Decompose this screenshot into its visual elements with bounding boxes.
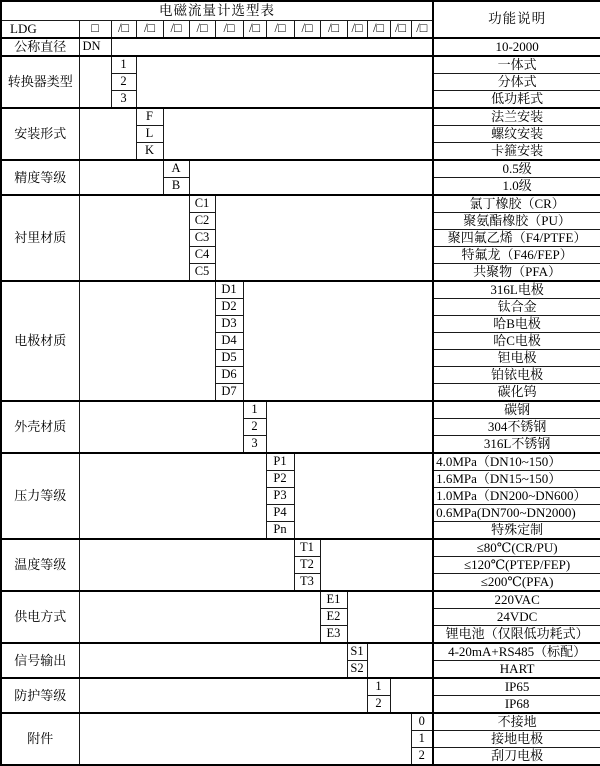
code-cell: T3 <box>294 574 320 592</box>
description-cell: 一体式 <box>433 56 600 74</box>
code-cell: Pn <box>266 522 294 540</box>
description-cell: ≤120℃(PTEP/FEP) <box>433 557 600 574</box>
category-label: 精度等级 <box>1 160 79 195</box>
model-code-slot: /□ <box>347 21 367 39</box>
description-cell: 不接地 <box>433 713 600 731</box>
model-code-slot: /□ <box>136 21 163 39</box>
code-cell: D5 <box>215 350 243 367</box>
category-label: 防护等级 <box>1 678 79 713</box>
code-cell: 1 <box>411 731 433 748</box>
spacer-right <box>243 281 433 401</box>
description-cell: 碳钢 <box>433 401 600 419</box>
code-cell: C4 <box>189 247 215 264</box>
category-label: 压力等级 <box>1 453 79 539</box>
category-label: 温度等级 <box>1 539 79 591</box>
description-cell: 卡箍安装 <box>433 143 600 161</box>
code-cell: 3 <box>111 91 136 109</box>
spacer-right <box>215 195 433 281</box>
description-cell: 哈B电极 <box>433 316 600 333</box>
code-cell: 3 <box>243 436 266 454</box>
spacer-right <box>294 453 433 539</box>
description-cell: 刮刀电极 <box>433 748 600 766</box>
model-code-slot: /□ <box>189 21 215 39</box>
description-cell: 24VDC <box>433 609 600 626</box>
description-cell: 钽电极 <box>433 350 600 367</box>
category-label: 电极材质 <box>1 281 79 401</box>
description-cell: 法兰安装 <box>433 108 600 126</box>
description-cell: 304不锈钢 <box>433 419 600 436</box>
description-cell: 低功耗式 <box>433 91 600 109</box>
description-cell: 0.6MPa(DN700~DN2000) <box>433 505 600 522</box>
description-cell: 铂铱电极 <box>433 367 600 384</box>
code-cell: 2 <box>111 74 136 91</box>
code-cell: P3 <box>266 488 294 505</box>
model-code-box: □ <box>79 21 111 39</box>
description-cell: 1.0级 <box>433 178 600 196</box>
description-cell: 特殊定制 <box>433 522 600 540</box>
function-column-header: 功能说明 <box>433 1 600 38</box>
description-cell: 聚氨酯橡胶（PU） <box>433 213 600 230</box>
code-cell: E1 <box>320 591 347 609</box>
description-cell: 螺纹安装 <box>433 126 600 143</box>
code-cell: K <box>136 143 163 161</box>
spacer-left <box>79 643 347 678</box>
spacer-left <box>79 160 163 195</box>
code-cell: C5 <box>189 264 215 282</box>
model-code-slot: /□ <box>111 21 136 39</box>
code-cell: E3 <box>320 626 347 644</box>
code-cell: B <box>163 178 189 196</box>
spacer-right <box>136 56 433 108</box>
category-label: 附件 <box>1 713 79 765</box>
code-cell: D2 <box>215 299 243 316</box>
category-label: 公称直径 <box>1 38 79 56</box>
code-cell: D3 <box>215 316 243 333</box>
description-cell: ≤200℃(PFA) <box>433 574 600 592</box>
spacer-left <box>79 401 243 453</box>
description-cell: 4-20mA+RS485（标配） <box>433 643 600 661</box>
code-cell: P4 <box>266 505 294 522</box>
code-cell: D1 <box>215 281 243 299</box>
spacer-left <box>79 195 189 281</box>
description-cell: 共聚物（PFA） <box>433 264 600 282</box>
model-code-slot: /□ <box>390 21 411 39</box>
description-cell: HART <box>433 661 600 679</box>
description-cell: 特氟龙（F46/FEP） <box>433 247 600 264</box>
description-cell: ≤80℃(CR/PU) <box>433 539 600 557</box>
description-cell: 10-2000 <box>433 38 600 56</box>
model-code-slot: /□ <box>163 21 189 39</box>
spacer-left <box>79 678 367 713</box>
code-cell: DN <box>79 38 111 56</box>
spacer-left <box>79 591 320 643</box>
spacer-left <box>79 713 411 765</box>
description-cell: 氯丁橡胶（CR） <box>433 195 600 213</box>
code-cell: C2 <box>189 213 215 230</box>
spacer-right <box>320 539 433 591</box>
code-cell: D7 <box>215 384 243 402</box>
code-cell: C3 <box>189 230 215 247</box>
code-cell: T2 <box>294 557 320 574</box>
description-cell: 接地电极 <box>433 731 600 748</box>
description-cell: 碳化钨 <box>433 384 600 402</box>
model-code-slot: /□ <box>266 21 294 39</box>
model-code-slot: /□ <box>243 21 266 39</box>
description-cell: IP68 <box>433 696 600 714</box>
code-cell: T1 <box>294 539 320 557</box>
model-code-slot: /□ <box>411 21 433 39</box>
code-cell: D6 <box>215 367 243 384</box>
spacer-right <box>266 401 433 453</box>
selection-table-body <box>1 1 600 765</box>
description-cell: 哈C电极 <box>433 333 600 350</box>
spacer-right <box>163 108 433 160</box>
category-label: 信号输出 <box>1 643 79 678</box>
code-cell: 2 <box>243 419 266 436</box>
model-code-slot: /□ <box>215 21 243 39</box>
category-label: 衬里材质 <box>1 195 79 281</box>
description-cell: 0.5级 <box>433 160 600 178</box>
description-cell: 聚四氟乙烯（F4/PTFE） <box>433 230 600 247</box>
code-cell: E2 <box>320 609 347 626</box>
code-cell: S2 <box>347 661 367 679</box>
description-cell: IP65 <box>433 678 600 696</box>
spacer-left <box>79 56 111 108</box>
code-cell: L <box>136 126 163 143</box>
code-cell: 1 <box>111 56 136 74</box>
code-cell: A <box>163 160 189 178</box>
category-label: 外壳材质 <box>1 401 79 453</box>
description-cell: 1.6MPa（DN15~150） <box>433 471 600 488</box>
model-code-slot: /□ <box>294 21 320 39</box>
code-cell: 2 <box>411 748 433 766</box>
code-cell: F <box>136 108 163 126</box>
description-cell: 4.0MPa（DN10~150） <box>433 453 600 471</box>
code-cell: 2 <box>367 696 390 714</box>
code-cell: D4 <box>215 333 243 350</box>
spacer-left <box>79 108 136 160</box>
code-cell: 1 <box>367 678 390 696</box>
category-label: 安装形式 <box>1 108 79 160</box>
code-cell: P2 <box>266 471 294 488</box>
model-code-slot: /□ <box>320 21 347 39</box>
spacer-left <box>79 453 266 539</box>
description-cell: 锂电池（仅限低功耗式） <box>433 626 600 644</box>
spacer-right <box>189 160 433 195</box>
spacer-left <box>79 539 294 591</box>
spacer-right <box>390 678 433 713</box>
spacer-right <box>347 591 433 643</box>
code-cell: P1 <box>266 453 294 471</box>
model-prefix-label: LDG <box>1 21 79 39</box>
spacer-right <box>367 643 433 678</box>
description-cell: 316L电极 <box>433 281 600 299</box>
category-label: 供电方式 <box>1 591 79 643</box>
code-cell: S1 <box>347 643 367 661</box>
spacer-right <box>111 38 433 56</box>
description-cell: 钛合金 <box>433 299 600 316</box>
table-title: 电磁流量计选型表 <box>1 1 433 21</box>
description-cell: 分体式 <box>433 74 600 91</box>
code-cell: C1 <box>189 195 215 213</box>
spacer-left <box>79 281 215 401</box>
description-cell: 1.0MPa（DN200~DN600） <box>433 488 600 505</box>
code-cell: 1 <box>243 401 266 419</box>
code-cell: 0 <box>411 713 433 731</box>
description-cell: 220VAC <box>433 591 600 609</box>
description-cell: 316L不锈钢 <box>433 436 600 454</box>
category-label: 转换器类型 <box>1 56 79 108</box>
model-code-slot: /□ <box>367 21 390 39</box>
